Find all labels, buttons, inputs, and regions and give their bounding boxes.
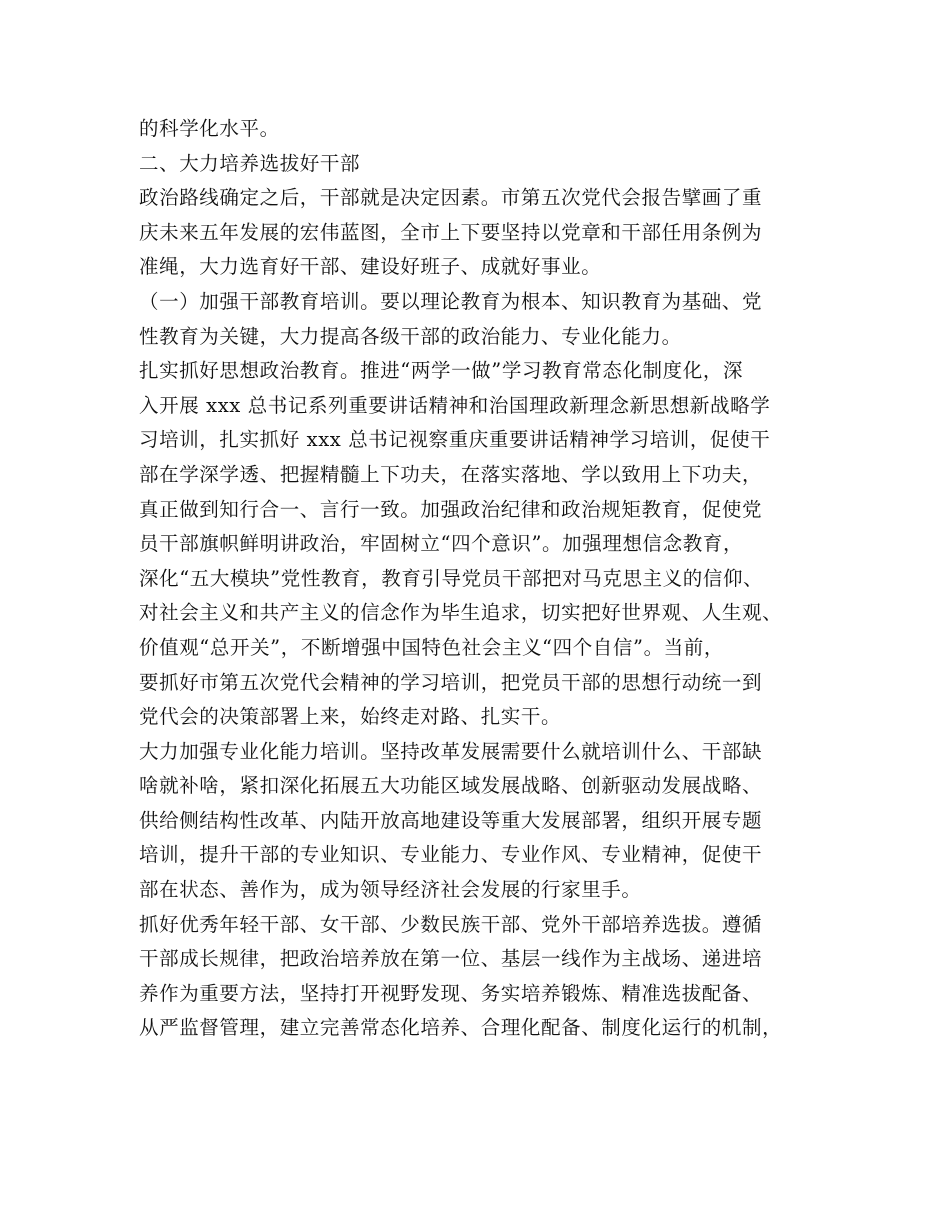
text-line: 培训，提升干部的专业知识、专业能力、专业作风、专业精神，促使干 [139, 843, 763, 867]
text-line: 政治路线确定之后，干部就是决定因素。市第五次党代会报告擘画了重 [139, 186, 763, 210]
subsection-heading-line: （一）加强干部教育培训。要以理论教育为根本、知识教育为基础、党 [139, 289, 763, 313]
text-line: 供给侧结构性改革、内陆开放高地建设等重大发展部署，组织开展专题 [139, 808, 763, 832]
text-line: 员干部旗帜鲜明讲政治，牢固树立“四个意识”。加强理想信念教育， [139, 532, 744, 556]
text-line: 党代会的决策部署上来，始终走对路、扎实干。 [139, 705, 562, 729]
text-line: 部在状态、善作为，成为领导经济社会发展的行家里手。 [139, 878, 642, 902]
text-line: 扎实抓好思想政治教育。推进“两学一做”学习教育常态化制度化，深 [139, 359, 744, 383]
text-line: 深化“五大模块”党性教育，教育引导党员干部把对马克思主义的信仰、 [139, 566, 764, 590]
text-line: 干部成长规律，把政治培养放在第一位、基层一线作为主战场、递进培 [139, 947, 763, 971]
text-line: 大力加强专业化能力培训。坚持改革发展需要什么就培训什么、干部缺 [139, 739, 763, 763]
text-line: 性教育为关键，大力提高各级干部的政治能力、专业化能力。 [139, 324, 682, 348]
text-line: 庆未来五年发展的宏伟蓝图，全市上下要坚持以党章和干部任用条例为 [139, 220, 763, 244]
text-line: 入开展 xxx 总书记系列重要讲话精神和治国理政新理念新思想新战略学 [139, 393, 771, 417]
text-line: 价值观“总开关”，不断增强中国特色社会主义“四个自信”。当前， [139, 635, 724, 659]
text-line: 的科学化水平。 [139, 117, 280, 140]
body-text [139, 112, 829, 1046]
text-line: 养作为重要方法，坚持打开视野发现、务实培养锻炼、精准选拔配备、 [139, 981, 763, 1005]
text-line: 准绳，大力选育好干部、建设好班子、成就好事业。 [139, 255, 602, 279]
text-line: 真正做到知行合一、言行一致。加强政治纪律和政治规矩教育，促使党 [139, 497, 763, 521]
text-line: 抓好优秀年轻干部、女干部、少数民族干部、党外干部培养选拔。遵循 [139, 912, 763, 936]
text-line: 习培训，扎实抓好 xxx 总书记视察重庆重要讲话精神学习培训，促使干 [139, 428, 771, 452]
text-line: 要抓好市第五次党代会精神的学习培训，把党员干部的思想行动统一到 [139, 670, 763, 694]
text-line: 啥就补啥，紧扣深化拓展五大功能区域发展战略、创新驱动发展战略、 [139, 774, 763, 798]
text-line: 部在学深学透、把握精髓上下功夫，在落实落地、学以致用上下功夫， [139, 462, 763, 486]
text-line: 对社会主义和共产主义的信念作为毕生追求，切实把好世界观、人生观、 [139, 601, 783, 625]
section-heading: 二、大力培养选拔好干部 [139, 151, 361, 175]
text-line: 从严监督管理，建立完善常态化培养、合理化配备、制度化运行的机制， [139, 1016, 783, 1040]
